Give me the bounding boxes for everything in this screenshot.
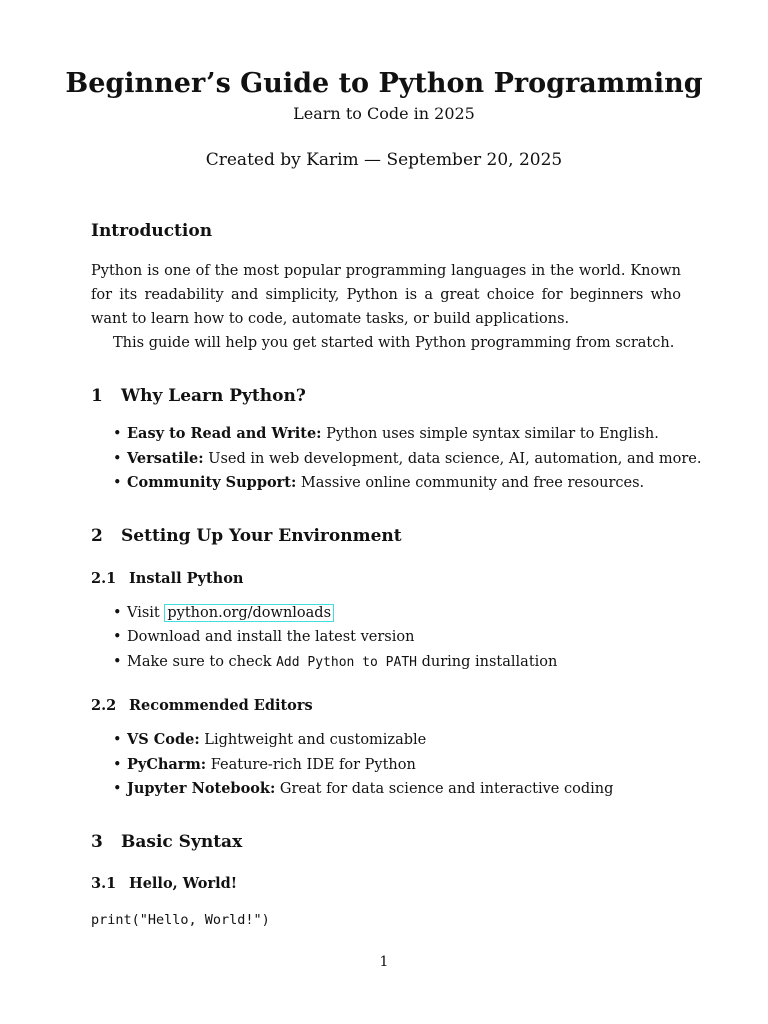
code-block: print("Hello, World!") bbox=[91, 911, 270, 928]
section-title: Why Learn Python? bbox=[121, 386, 306, 406]
subsection-2-2-heading bbox=[91, 694, 681, 718]
list-item-term: Jupyter Notebook: bbox=[127, 780, 276, 797]
subsection-number: 3.1 bbox=[91, 874, 117, 892]
list-item bbox=[91, 777, 681, 802]
section-number: 3 bbox=[91, 831, 103, 852]
list-item bbox=[91, 471, 681, 496]
author-date-line: Created by Karim — September 20, 2025 bbox=[205, 150, 563, 170]
list-item bbox=[91, 650, 681, 676]
section-2-heading bbox=[91, 523, 681, 549]
list-item-text: Lightweight and customizable bbox=[199, 732, 427, 748]
intro-paragraph: Python is one of the most popular programming languages in the world. Known for its readability and simplicity, Python is a great choice for beginners who want to learn how to code, automate tasks, or build applications. bbox=[91, 263, 681, 327]
editors-list bbox=[91, 728, 681, 802]
intro-heading: Introduction bbox=[91, 221, 213, 241]
install-steps-list bbox=[91, 601, 681, 676]
subsection-title: Recommended Editors bbox=[129, 697, 313, 714]
subsection-title: Install Python bbox=[129, 569, 244, 587]
list-item bbox=[91, 447, 702, 472]
section-1-heading bbox=[91, 383, 681, 409]
section-3-heading bbox=[91, 829, 681, 855]
list-item-term: Community Support: bbox=[127, 474, 297, 491]
list-item bbox=[91, 625, 681, 650]
list-item-text: Download and install the latest version bbox=[127, 629, 415, 645]
list-item-text: Python uses simple syntax similar to English. bbox=[321, 426, 659, 442]
section-title: Basic Syntax bbox=[121, 831, 243, 852]
list-item bbox=[91, 422, 681, 447]
list-item-text: Visit bbox=[127, 604, 165, 621]
list-item-term: Versatile: bbox=[127, 449, 204, 467]
document-body bbox=[91, 218, 702, 930]
python-downloads-link[interactable]: python.org/downloads bbox=[164, 604, 334, 622]
list-item-text: Feature-rich IDE for Python bbox=[206, 756, 416, 773]
subsection-2-1-heading bbox=[91, 567, 681, 591]
list-item-term: VS Code: bbox=[127, 731, 200, 748]
list-item-text: Used in web development, data science, AI, automation, and more. bbox=[203, 450, 702, 467]
list-item bbox=[91, 753, 681, 778]
inline-code: Add Python to PATH bbox=[276, 654, 417, 670]
list-item bbox=[91, 728, 681, 753]
list-item-term: PyCharm: bbox=[127, 755, 207, 773]
list-item-text: Massive online community and free resources. bbox=[296, 475, 645, 491]
subsection-title: Hello, World! bbox=[129, 874, 238, 892]
section-number: 2 bbox=[91, 525, 103, 546]
section-number: 1 bbox=[91, 386, 103, 406]
section-title: Setting Up Your Environment bbox=[121, 525, 402, 546]
page-number: 1 bbox=[379, 954, 389, 970]
list-item-text: Great for data science and interactive coding bbox=[275, 781, 614, 797]
intro-paragraph-2: This guide will help you get started with Python programming from scratch. bbox=[113, 335, 675, 351]
list-item bbox=[91, 601, 681, 626]
document-subtitle: Learn to Code in 2025 bbox=[293, 104, 475, 123]
list-item-text: during installation bbox=[416, 653, 558, 670]
subsection-3-1-heading bbox=[91, 872, 681, 896]
document-title: Beginner’s Guide to Python Programming bbox=[65, 68, 703, 99]
list-item-text: Make sure to check bbox=[127, 653, 277, 670]
subsection-number: 2.2 bbox=[91, 697, 117, 714]
subsection-number: 2.1 bbox=[91, 569, 117, 587]
why-python-list bbox=[91, 422, 702, 496]
list-item-term: Easy to Read and Write: bbox=[127, 425, 322, 442]
